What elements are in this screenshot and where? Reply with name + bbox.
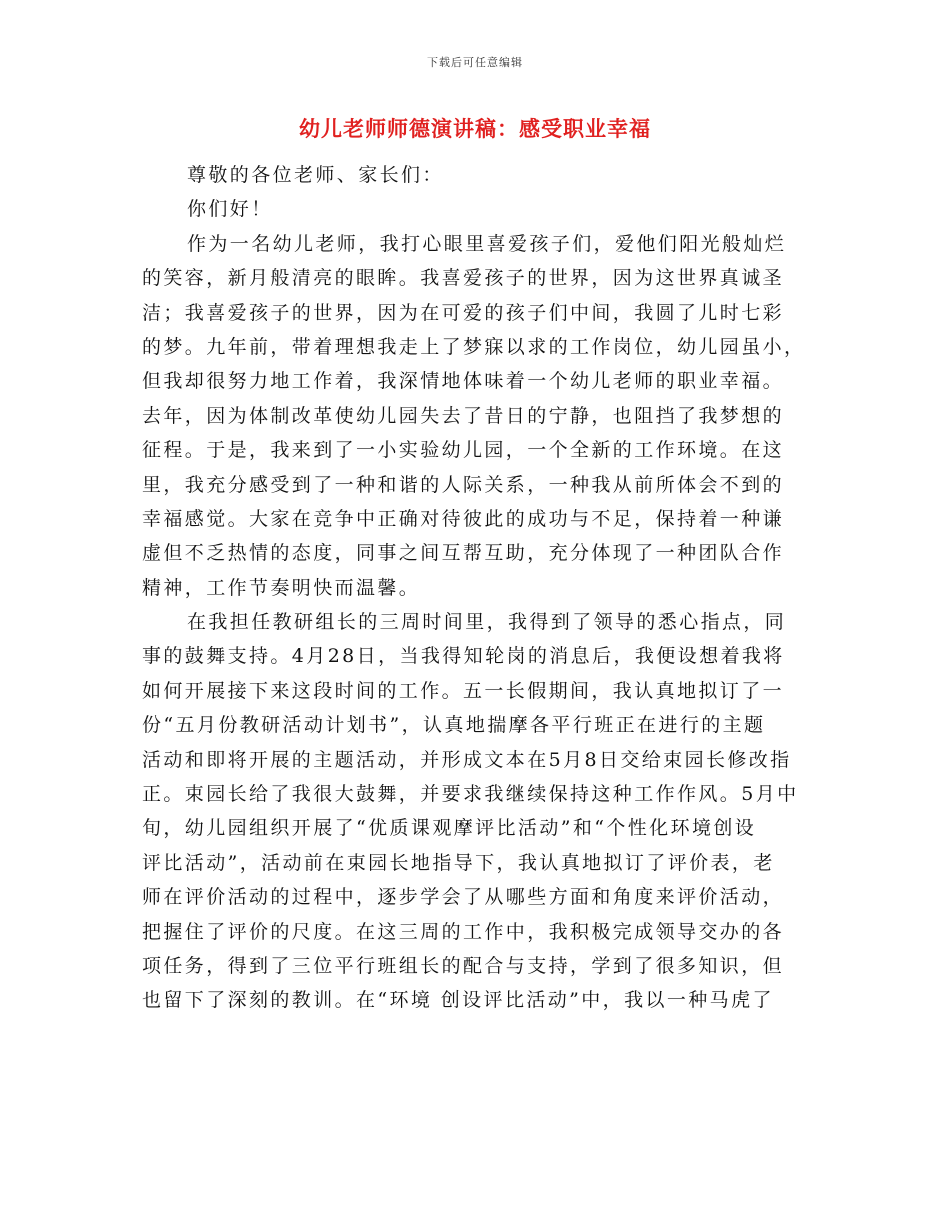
paragraph-1-line-6: 去年，因为体制改革使幼儿园失去了昔日的宁静，也阻挡了我梦想的 [142,404,785,427]
paragraph-2-line-12: 也留下了深刻的教训。在“环境 创设评比活动”中，我以一种马虎了 [142,989,774,1012]
paragraph-2-line-2: 事的鼓舞支持。4月28日，当我得知轮岗的消息后，我便设想着我将 [142,645,785,668]
greeting-line: 你们好！ [187,198,273,221]
paragraph-2-line-7: 旬，幼儿园组织开展了“优质课观摩评比活动”和“个性化环境创设 [142,817,757,840]
paragraph-1-line-8: 里，我充分感受到了一种和谐的人际关系，一种我从前所体会不到的 [142,473,785,496]
paragraph-2-line-6: 正。束园长给了我很大鼓舞，并要求我继续保持这种工作作风。5月中 [142,783,799,806]
paragraph-1-line-5: 但我却很努力地工作着，我深情地体味着一个幼儿老师的职业幸福。 [142,370,785,393]
paragraph-2-line-8: 评比活动”，活动前在束园长地指导下，我认真地拟订了评价表，老 [142,851,775,874]
paragraph-1-line-4: 的梦。九年前，带着理想我走上了梦寐以求的工作岗位，幼儿园虽小， [142,335,806,358]
paragraph-1-line-1: 作为一名幼儿老师，我打心眼里喜爱孩子们，爱他们阳光般灿烂 [187,232,787,255]
paragraph-1-line-3: 洁；我喜爱孩子的世界，因为在可爱的孩子们中间，我圆了儿时七彩 [142,301,785,324]
paragraph-2-line-1: 在我担任教研组长的三周时间里，我得到了领导的悉心指点，同 [187,611,787,634]
paragraph-2-line-11: 项任务，得到了三位平行班组长的配合与支持，学到了很多知识，但 [142,954,785,977]
paragraph-1-line-10: 虚但不乏热情的态度，同事之间互帮互助，充分体现了一种团队合作 [142,542,785,565]
paragraph-2-line-3: 如何开展接下来这段时间的工作。五一长假期间，我认真地拟订了一 [142,679,785,702]
paragraph-2-line-10: 把握住了评价的尺度。在这三周的工作中，我积极完成领导交办的各 [142,920,785,943]
document-title: 幼儿老师师德演讲稿：感受职业幸福 [299,116,651,141]
paragraph-2-line-5: 活动和即将开展的主题活动，并形成文本在5月8日交给束园长修改指 [142,748,792,771]
paragraph-2-line-9: 师在评价活动的过程中，逐步学会了从哪些方面和角度来评价活动， [142,886,785,909]
paragraph-1-line-7: 征程。于是，我来到了一小实验幼儿园，一个全新的工作环境。在这 [142,439,785,462]
header-note: 下载后可任意编辑 [427,56,523,69]
paragraph-1-line-9: 幸福感觉。大家在竞争中正确对待彼此的成功与不足，保持着一种谦 [142,507,785,530]
paragraph-1-line-2: 的笑容，新月般清亮的眼眸。我喜爱孩子的世界，因为这世界真诚圣 [142,267,785,290]
salutation-line: 尊敬的各位老师、家长们： [187,164,444,186]
document-body [142,158,808,1018]
paragraph-2-line-4: 份“五月份教研活动计划书”，认真地揣摩各平行班正在进行的主题 [142,714,766,737]
paragraph-1-line-11: 精神，工作节奏明快而温馨。 [142,576,421,599]
